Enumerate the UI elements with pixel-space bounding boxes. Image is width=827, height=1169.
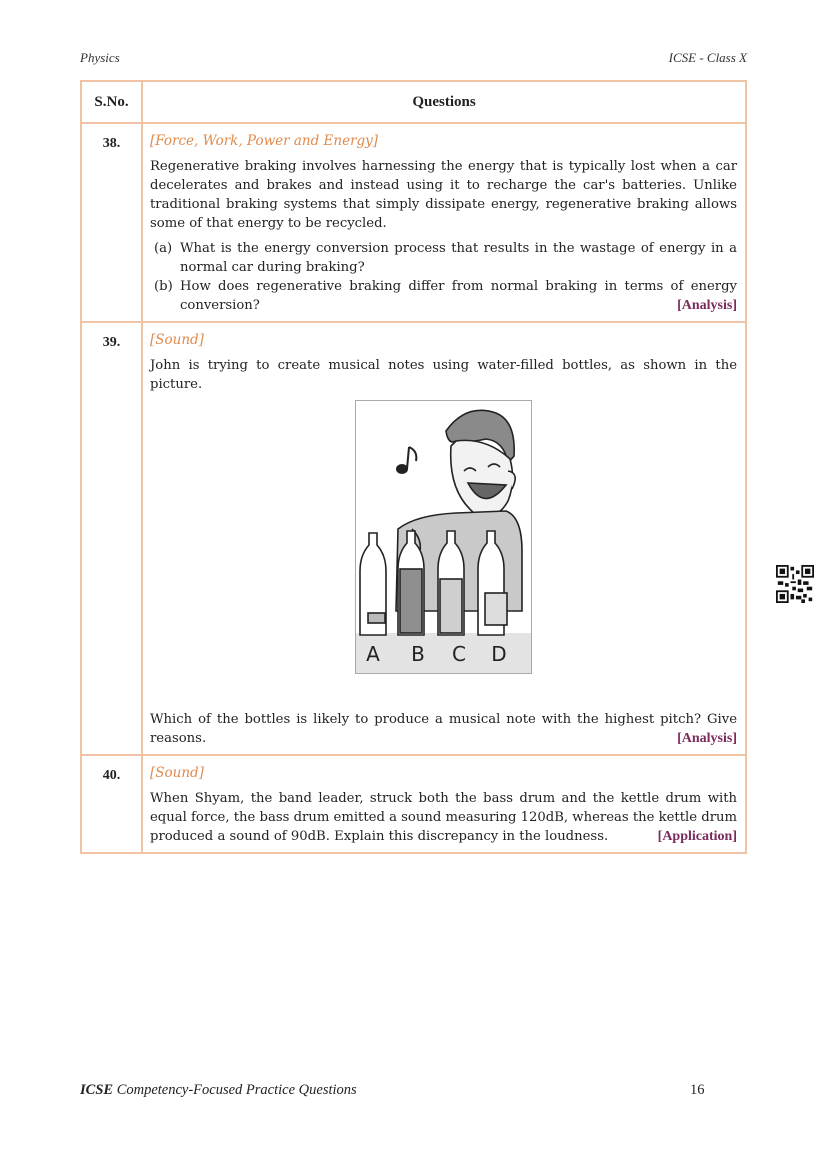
bottle-label: C bbox=[452, 642, 466, 666]
question-intro-content: When Shyam, the band leader, struck both the bass drum and the kettle drum with equal force, the bass drum emitted a sound measuring 120dB, whereas the kettle drum produced a sound of 90dB. Explain this discrepancy in the loudness. bbox=[150, 791, 737, 844]
table-header-row bbox=[81, 81, 746, 123]
boy-with-bottles-drawing bbox=[356, 401, 531, 673]
skill-tag: [Application] bbox=[657, 829, 737, 844]
sub-question-label: (b) bbox=[154, 279, 173, 294]
sub-question-text bbox=[180, 277, 737, 315]
question-number: 39. bbox=[81, 322, 142, 755]
sub-question bbox=[150, 277, 737, 315]
skill-tag: [Analysis] bbox=[677, 731, 737, 746]
question-number: 38. bbox=[81, 123, 142, 322]
sub-question-label: (a) bbox=[154, 241, 173, 256]
bottle-label: B bbox=[411, 642, 425, 666]
footer-series-title bbox=[80, 1082, 357, 1099]
sub-question bbox=[150, 239, 737, 277]
col-header-questions: Questions bbox=[142, 81, 746, 123]
question-intro: John is trying to create musical notes using water-filled bottles, as shown in the picture. bbox=[150, 358, 737, 392]
question-topic: [Force, Work, Power and Energy] bbox=[150, 133, 379, 149]
question-body bbox=[142, 123, 746, 322]
question-body bbox=[142, 322, 746, 755]
bottles-illustration bbox=[355, 400, 532, 674]
skill-tag: [Analysis] bbox=[677, 298, 737, 313]
question-intro bbox=[150, 789, 737, 846]
question-topic: [Sound] bbox=[150, 332, 204, 348]
footer-series-rest: Competency-Focused Practice Questions bbox=[113, 1082, 357, 1098]
bottle-a bbox=[360, 533, 386, 635]
page-number: 16 bbox=[690, 1082, 705, 1098]
footer-series-bold: ICSE bbox=[80, 1082, 114, 1098]
bottle-label: A bbox=[366, 642, 380, 666]
question-text bbox=[150, 710, 737, 748]
question-intro: Regenerative braking involves harnessing the energy that is typically lost when a car decelerates and brakes and instead using it to recharge the car's batteries. Unlike traditional braking systems that simply dissipate energy, regenerative braking allows some of that energy to be recycled. bbox=[150, 159, 737, 231]
bottle-label: D bbox=[491, 642, 507, 666]
header-board-class: ICSE - Class X bbox=[668, 50, 747, 65]
music-note-icon bbox=[397, 447, 416, 473]
table-row bbox=[81, 755, 746, 853]
question-body bbox=[142, 755, 746, 853]
sub-question-text-content: How does regenerative braking differ from normal braking in terms of energy conversion? bbox=[180, 279, 737, 313]
col-header-sno: S.No. bbox=[81, 81, 142, 123]
question-topic: [Sound] bbox=[150, 765, 204, 781]
question-text-content: Which of the bottles is likely to produce a musical note with the highest pitch? Give reasons. bbox=[150, 712, 737, 746]
table-row bbox=[81, 123, 746, 322]
questions-table bbox=[80, 80, 747, 854]
table-row bbox=[81, 322, 746, 755]
sub-question-text: What is the energy conversion process that results in the wastage of energy in a normal car during braking? bbox=[180, 241, 737, 275]
question-number: 40. bbox=[81, 755, 142, 853]
header-subject: Physics bbox=[80, 50, 120, 65]
qr-code-icon[interactable] bbox=[776, 565, 814, 603]
